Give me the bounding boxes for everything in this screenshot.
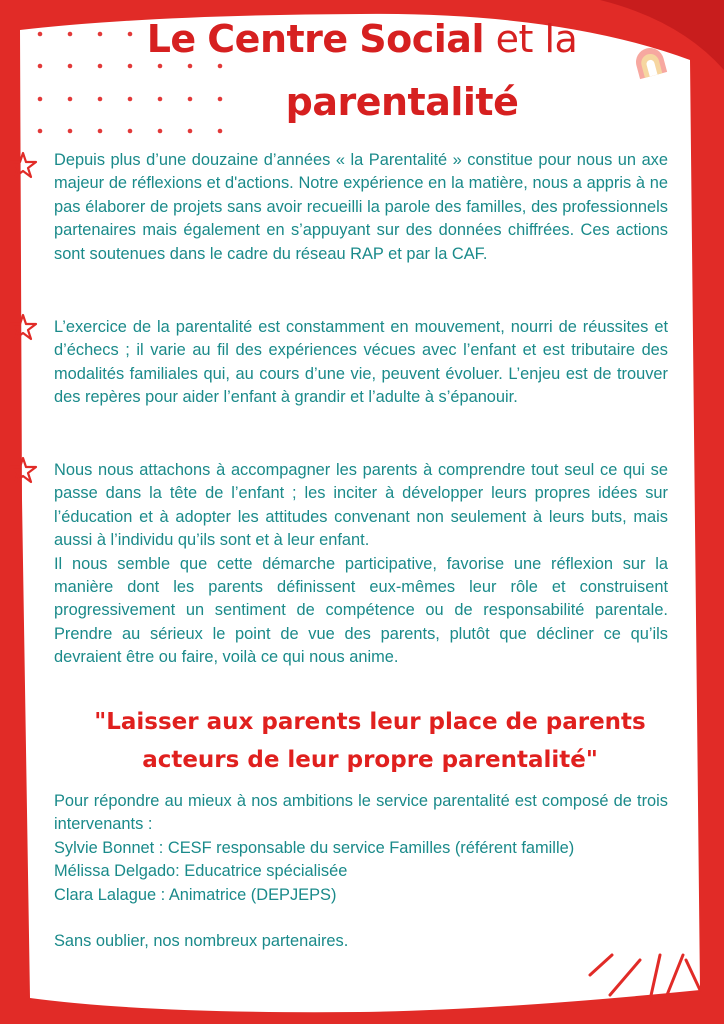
team-member: Clara Lalague : Animatrice (DEPJEPS): [54, 885, 337, 904]
quote-line-2: acteurs de leur propre parentalité": [142, 747, 598, 773]
paragraph-text-continued: Il nous semble que cette démarche participative, favorise une réflexion sur la manière dont les parents définissent eux-mêmes leur rôle et construisent progressivement un sentiment de compétence ou de responsabilité parentale. Prendre au sérieux le point de vue des parents, plutôt que décliner ce qu’ils devraient être ou faire, voilà ce qui nous anime.: [54, 554, 668, 667]
title-word-la: la: [544, 17, 578, 61]
paragraph-text: L’exercice de la parentalité est constamment en mouvement, nourri de réussites et d’échecs ; il varie au fil des expériences vécues avec l’enfant et est tributaire des modalités familiales qui, au cours d’une vie, peuvent évoluer. L’enjeu est de trouver des repères pour aider l’enfant à grandir et l’adulte à s’épanouir.: [54, 318, 668, 407]
page-title-line-2: [40, 80, 724, 124]
team-intro: Pour répondre au mieux à nos ambitions le service parentalité est composé de trois intervenants :: [54, 792, 668, 834]
paragraph-text: Nous nous attachons à accompagner les parents à comprendre tout seul ce qui se passe dans la tête de l’enfant ; les inciter à développer leurs propres idées sur l’éducation et à adopter les attitudes convenant non seulement à leurs buts, mais aussi à l’individu qu’ils sont et à leur enfant.: [54, 461, 668, 550]
title-word-centre: Centre: [207, 17, 348, 61]
paragraph-approach: [54, 459, 668, 670]
title-word-parentalite: parentalité: [285, 80, 519, 124]
star-bullet-icon: [8, 312, 38, 342]
title-word-social: Social: [359, 17, 484, 61]
team-member: Mélissa Delgado: Educatrice spécialisée: [54, 862, 348, 881]
highlight-quote: [60, 703, 680, 779]
team-section: [54, 790, 668, 953]
star-bullet-icon: [8, 455, 38, 485]
paragraph-history: [54, 149, 668, 266]
closing-line: Sans oublier, nos nombreux partenaires.: [54, 932, 349, 951]
page-title-line-1: [0, 17, 724, 61]
title-word-et: et: [495, 17, 533, 61]
quote-line-1: "Laisser aux parents leur place de parents: [94, 709, 646, 735]
title-word-le: Le: [146, 17, 196, 61]
paragraph-parenting-practice: [54, 316, 668, 410]
star-bullet-icon: [8, 150, 38, 180]
team-member: Sylvie Bonnet : CESF responsable du service Familles (référent famille): [54, 838, 575, 857]
paragraph-text: Depuis plus d’une douzaine d’années « la Parentalité » constitue pour nous un axe majeur de réflexions et d'actions. Notre expérience en la matière, nous a appris à ne pas élaborer de projets sans avoir recueilli la parole des familles, des professionnels partenaires mais également en s’appuyant sur des données chiffrées. Ces actions sont soutenues dans le cadre du réseau RAP et par la CAF.: [54, 151, 668, 263]
